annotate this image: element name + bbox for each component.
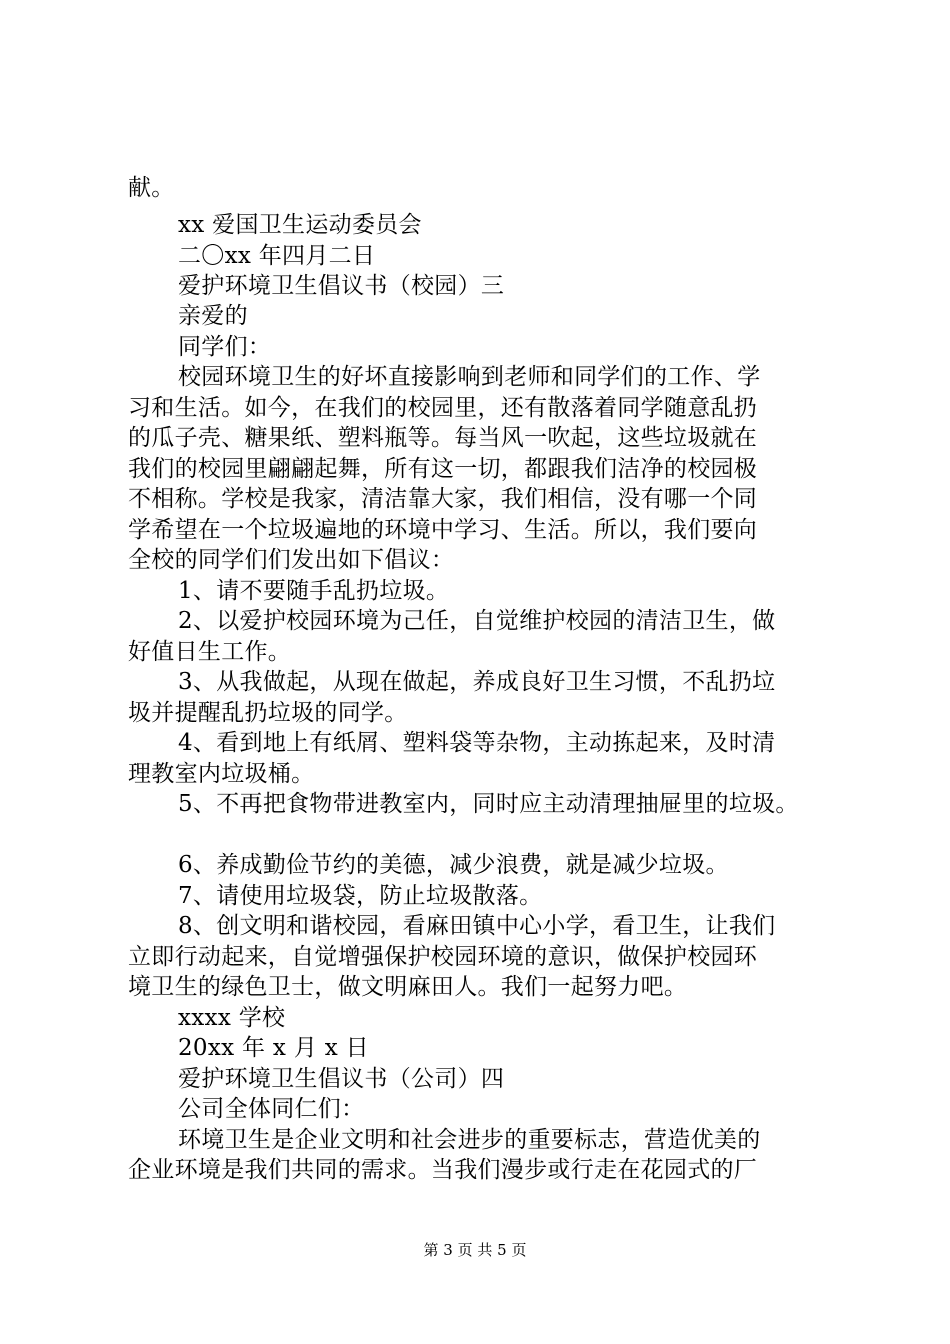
- text-line: 亲爱的: [178, 303, 248, 329]
- text-line: 立即行动起来，自觉增强保护校园环境的意识，做保护校园环: [128, 944, 758, 970]
- text-line: 好值日生工作。: [128, 639, 292, 665]
- text-line: 理教室内垃圾桶。: [128, 761, 315, 787]
- list-item: 7、请使用垃圾袋，防止垃圾散落。: [178, 883, 543, 909]
- text-line: 境卫生的绿色卫士，做文明麻田人。我们一起努力吧。: [128, 974, 688, 1000]
- page-footer: 第 3 页 共 5 页: [423, 1241, 527, 1259]
- text-line: 的瓜子壳、糖果纸、塑料瓶等。每当风一吹起，这些垃圾就在: [128, 425, 758, 451]
- signature-line: xxxx 学校: [178, 1005, 286, 1031]
- section-heading: 爱护环境卫生倡议书（校园）三: [178, 273, 505, 299]
- text-line: 献。: [128, 175, 175, 201]
- text-line: 不相称。学校是我家，清洁靠大家，我们相信，没有哪一个同: [128, 486, 758, 512]
- list-item: 3、从我做起，从现在做起，养成良好卫生习惯，不乱扔垃: [178, 669, 776, 695]
- section-heading: 爱护环境卫生倡议书（公司）四: [178, 1066, 505, 1092]
- text-line: 同学们：: [178, 334, 272, 360]
- list-item: 6、养成勤俭节约的美德，减少浪费，就是减少垃圾。: [178, 852, 729, 878]
- text-line: 企业环境是我们共同的需求。当我们漫步或行走在花园式的厂: [128, 1157, 758, 1183]
- text-line: 习和生活。如今，在我们的校园里，还有散落着同学随意乱扔: [128, 395, 758, 421]
- list-item: 1、请不要随手乱扔垃圾。: [178, 578, 450, 604]
- text-line: 二〇xx 年四月二日: [178, 243, 376, 269]
- list-item: 4、看到地上有纸屑、塑料袋等杂物，主动拣起来，及时清: [178, 730, 776, 756]
- date-line: 20xx 年 x 月 x 日: [178, 1035, 369, 1061]
- text-line: 圾并提醒乱扔垃圾的同学。: [128, 700, 408, 726]
- text-line: xx 爱国卫生运动委员会: [178, 212, 422, 238]
- text-line: 校园环境卫生的好坏直接影响到老师和同学们的工作、学: [178, 364, 761, 390]
- list-item: 5、不再把食物带进教室内，同时应主动清理抽屉里的垃圾。: [178, 791, 799, 817]
- text-line: 我们的校园里翩翩起舞，所有这一切，都跟我们洁净的校园极: [128, 456, 758, 482]
- text-line: 环境卫生是企业文明和社会进步的重要标志，营造优美的: [178, 1127, 761, 1153]
- list-item: 2、以爱护校园环境为己任，自觉维护校园的清洁卫生，做: [178, 608, 776, 634]
- text-line: 学希望在一个垃圾遍地的环境中学习、生活。所以，我们要向: [128, 517, 758, 543]
- text-line: 公司全体同仁们：: [178, 1096, 365, 1122]
- list-item: 8、创文明和谐校园，看麻田镇中心小学，看卫生，让我们: [178, 913, 776, 939]
- text-line: 全校的同学们们发出如下倡议：: [128, 547, 455, 573]
